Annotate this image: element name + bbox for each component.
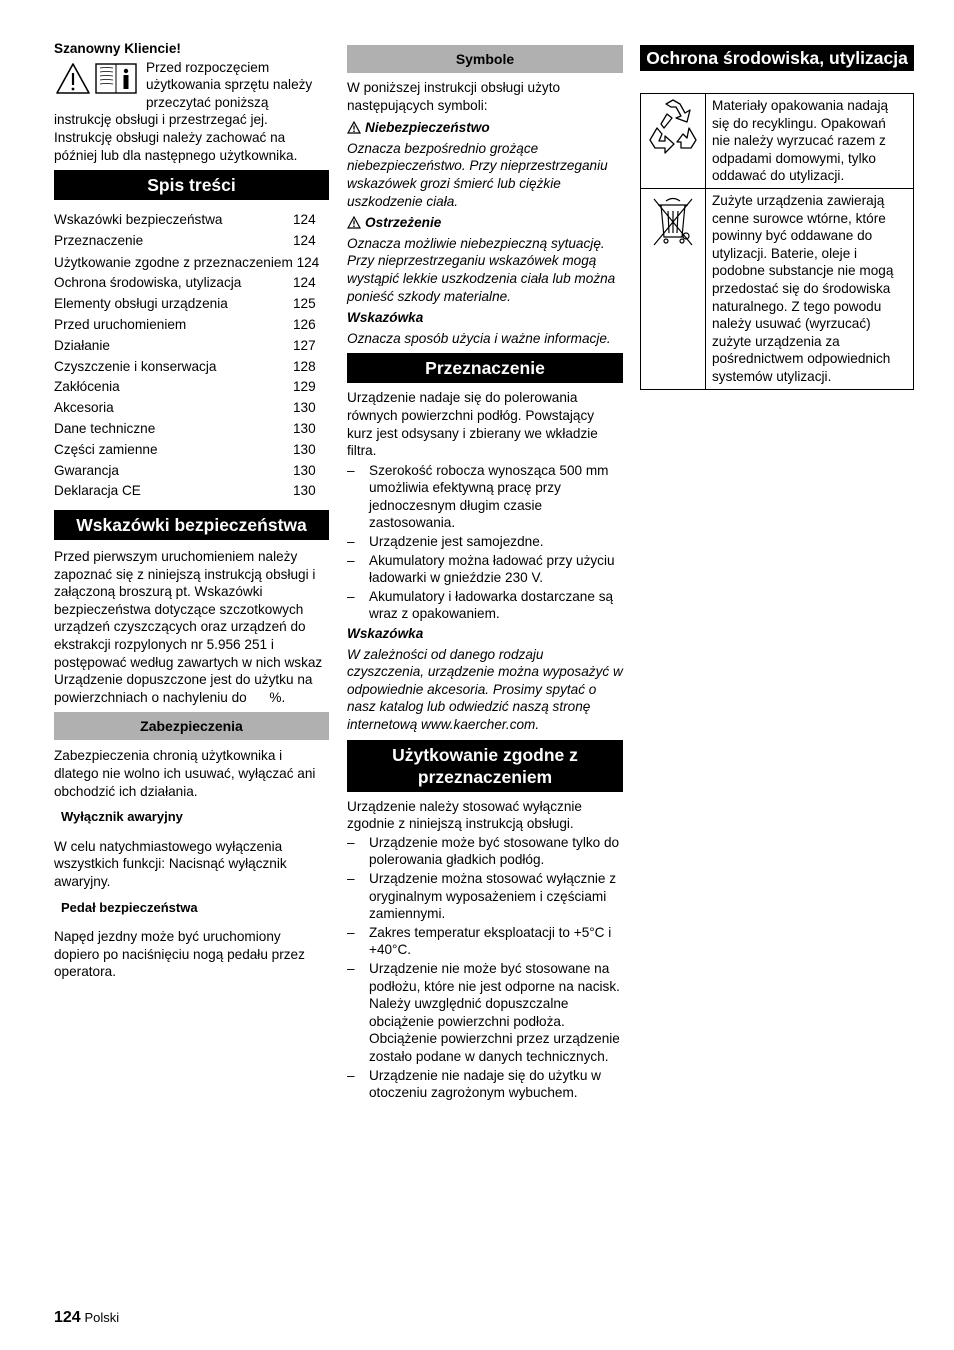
toc-entry-page: 126 — [293, 316, 316, 332]
note-text: Oznacza sposób użycia i ważne informacje. — [347, 330, 611, 346]
safety-pedal-paragraph: Napęd jezdny może być uruchomiony dopiero po naciśnięciu nogą pedału przez operatora. — [54, 929, 305, 980]
toc-entry-title: Ochrona środowiska, utylizacja — [54, 275, 242, 291]
toc-entry[interactable] — [54, 440, 329, 461]
footer-language: Polski — [84, 1310, 120, 1325]
list-item: – Akumulatory można ładować przy użyciu ładowarki w gnieździe 230 V. — [347, 552, 623, 587]
list-item: – Akumulatory i ładowarka dostarczane są wraz z opakowaniem. — [347, 588, 623, 623]
page-footer — [54, 1309, 119, 1327]
toc-entry-page: 130 — [293, 483, 316, 499]
toc-entry-title: Przeznaczenie — [54, 232, 144, 248]
toc-entry-page: 124 — [296, 254, 320, 270]
toc-entry-page: 130 — [293, 462, 316, 478]
warning-triangle-icon — [347, 216, 361, 229]
list-item: – Szerokość robocza wynosząca 500 mm umożliwia efektywną pracę przy jednoczesnym długim czasie zastosowania. — [347, 462, 623, 532]
toc-entry[interactable] — [54, 336, 329, 357]
table-cell-text: Materiały opakowania nadają się do recyklingu. Opakowań nie należy wyrzucać razem z odpadami domowymi, tylko oddawać do utylizacji. — [706, 94, 914, 189]
safety-heading: Wskazówki bezpieczeństwa — [54, 510, 329, 540]
caution-text: Oznacza możliwie niebezpieczną sytuację. Przy nieprzestrzeganiu wskazówek mogą wystąpić lekkie uszkodzenia ciała lub można ponieść szkody materialne. — [347, 235, 616, 304]
toc-entry-title: Użytkowanie zgodne z przeznaczeniem — [54, 254, 293, 270]
list-item: – Urządzenie nie może być stosowane na podłożu, które nie jest odporne na nacisk. Należy uwzględnić dopuszczalne obciążenie powierzchni podłoża. Obciążenie powierzchni przez urządzenie zostało podane w danych technicznych. — [347, 960, 623, 1066]
danger-label-row — [347, 119, 623, 137]
list-item: – Urządzenie nie nadaje się do użytku w otoczeniu zagrożonym wybuchem. — [347, 1067, 623, 1102]
toc-entry-page: 125 — [293, 296, 316, 312]
safety-pedal-heading: Pedał bezpieczeństwa — [61, 899, 198, 915]
toc-entry-page: 130 — [293, 400, 316, 416]
toc-entry-page: 130 — [293, 420, 316, 436]
toc-entry-title: Części zamienne — [54, 441, 158, 457]
toc-entry-page: 124 — [293, 232, 316, 248]
table-cell-text: Zużyte urządzenia zawierają cenne surowce wtórne, które powinny być oddawane do utylizacji. Baterie, oleje i podobne substancje nie mogą przedostać się do środowiska naturalnego. Z tego powodu należy usuwać (wyrzucać) zużyte urządzenia za pośrednictwem odpowiednich systemów utylizacji. — [706, 188, 914, 389]
toc-entry[interactable] — [54, 377, 329, 398]
slope-paragraph: Urządzenie dopuszczone jest do użytku na powierzchniach o nachyleniu do %. — [54, 672, 317, 705]
toc-heading: Spis treści — [54, 170, 329, 200]
symbols-intro: W poniższej instrukcji obsługi użyto następujących symboli: — [347, 80, 561, 113]
toc-entry-page: 124 — [293, 275, 316, 291]
intro-block — [54, 59, 329, 165]
list-item: – Urządzenie można stosować wyłącznie z oryginalnym wyposażeniem i częściami zamiennymi. — [347, 870, 623, 923]
intended-use-list — [347, 834, 623, 1102]
toc-entry-page: 130 — [293, 441, 316, 457]
emergency-switch-heading: Wyłącznik awaryjny — [61, 809, 183, 825]
page-number: 124 — [54, 1309, 81, 1326]
purpose-list — [347, 462, 623, 623]
toc-entry-title: Gwarancja — [54, 462, 119, 478]
table-of-contents — [54, 210, 329, 502]
toc-entry[interactable] — [54, 294, 329, 315]
toc-entry-title: Wskazówki bezpieczeństwa — [54, 212, 223, 228]
toc-entry[interactable] — [54, 231, 329, 252]
danger-label: Niebezpieczeństwo — [365, 120, 490, 136]
toc-entry[interactable] — [54, 419, 329, 440]
purpose-note-label: Wskazówka — [347, 626, 424, 642]
toc-entry[interactable] — [54, 315, 329, 336]
protection-heading: Zabezpieczenia — [54, 712, 329, 740]
safety-paragraph: Przed pierwszym uruchomieniem należy zapoznać się z niniejszą instrukcją obsługi i załączoną broszurą pt. Wskazówki bezpieczeństwa dotyczące szczotkowych urządzeń czyszczących oraz urządzeń do ekstrakcji rozpylonych nr 5.956 251 i postępować według zawartych w nich wskaz — [54, 549, 323, 670]
toc-entry-title: Czyszczenie i konserwacja — [54, 358, 217, 374]
toc-entry-title: Elementy obsługi urządzenia — [54, 296, 228, 312]
toc-entry-title: Akcesoria — [54, 400, 114, 416]
column-middle — [347, 45, 623, 1103]
list-item: – Urządzenie może być stosowane tylko do polerowania gładkich podłóg. — [347, 834, 623, 869]
toc-entry[interactable] — [54, 273, 329, 294]
toc-entry-title: Działanie — [54, 337, 110, 353]
greeting: Szanowny Kliencie! — [54, 41, 181, 56]
list-item: – Urządzenie jest samojezdne. — [347, 533, 623, 551]
note-label: Wskazówka — [347, 310, 424, 326]
recycle-icon — [641, 94, 706, 189]
toc-entry-title: Dane techniczne — [54, 420, 156, 436]
purpose-note-text: W zależności od danego rodzaju czyszczenia, urządzenie można wyposażyć w odpowiednie akcesoria. Prosimy spytać o nasz katalog lub odwiedzić naszą stronę internetową www.kaercher.com. — [347, 646, 623, 732]
caution-label: Ostrzeżenie — [365, 215, 442, 231]
list-item: – Zakres temperatur eksploatacji to +5°C i +40°C. — [347, 924, 623, 959]
table-row — [641, 188, 914, 389]
toc-entry-page: 124 — [293, 212, 316, 228]
toc-entry[interactable] — [54, 254, 329, 272]
toc-entry-page: 129 — [293, 379, 316, 395]
caution-label-row — [347, 214, 623, 232]
toc-entry-title: Zakłócenia — [54, 379, 120, 395]
toc-entry-page: 128 — [293, 358, 316, 374]
table-row — [641, 94, 914, 189]
emergency-switch-paragraph: W celu natychmiastowego wyłączenia wszystkich funkcji: Nacisnąć wyłącznik awaryjny. — [54, 838, 287, 890]
purpose-paragraph: Urządzenie nadaje się do polerowania równych powierzchni podłóg. Powstający kurz jest odsysany i zbierany we wkładzie filtra. — [347, 390, 598, 459]
symbols-heading: Symbole — [347, 45, 623, 73]
toc-entry[interactable] — [54, 357, 329, 378]
toc-entry[interactable] — [54, 461, 329, 482]
toc-entry[interactable] — [54, 398, 329, 419]
protection-paragraph: Zabezpieczenia chronią użytkownika i dlatego nie wolno ich usuwać, wyłączać ani obchodzić ich działania. — [54, 748, 316, 799]
warning-triangle-icon — [347, 121, 361, 134]
purpose-heading: Przeznaczenie — [347, 353, 623, 383]
intended-use-paragraph: Urządzenie należy stosować wyłącznie zgodnie z niniejszą instrukcją obsługi. — [347, 798, 582, 832]
toc-entry[interactable] — [54, 481, 329, 502]
intro-text: Przed rozpoczęciem użytkowania sprzętu należy przeczytać poniższą instrukcję obsługi i przestrzegać jej. Instrukcję obsługi należy zachować na później lub dla następnego użytkownika. — [54, 59, 313, 163]
toc-entry-title: Deklaracja CE — [54, 483, 141, 499]
danger-text: Oznacza bezpośrednio grożące niebezpieczeństwo. Przy nieprzestrzeganiu wskazówek grozi śmierć lub ciężkie uszkodzenie ciała. — [347, 140, 608, 209]
intended-use-heading: Użytkowanie zgodne z przeznaczeniem — [347, 740, 623, 792]
column-right — [640, 45, 914, 390]
warning-and-info-icons — [56, 62, 138, 96]
toc-entry-page: 127 — [293, 337, 316, 353]
toc-entry[interactable] — [54, 210, 329, 231]
column-left — [54, 40, 329, 981]
crossed-bin-icon — [641, 188, 706, 389]
toc-entry-title: Przed uruchomieniem — [54, 316, 187, 332]
environment-heading: Ochrona środowiska, utylizacja — [640, 45, 914, 71]
environment-table — [640, 93, 914, 390]
